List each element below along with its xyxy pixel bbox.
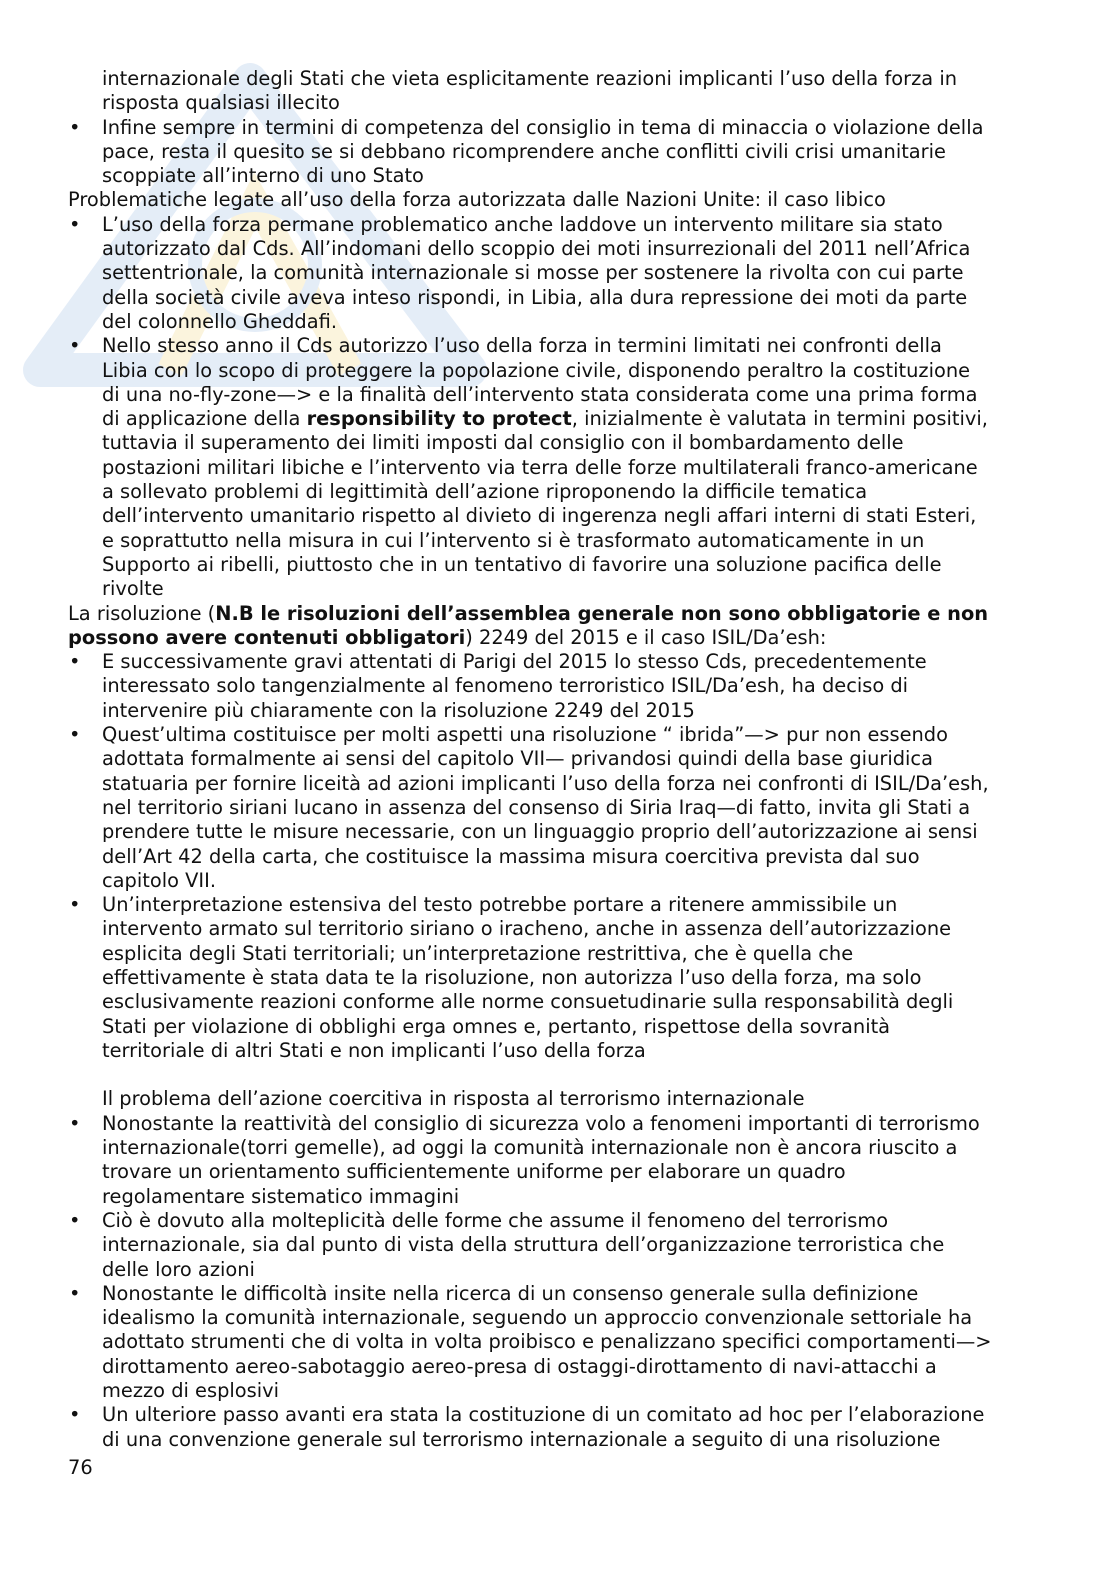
bullet-item: • Un’interpretazione estensiva del testo potrebbe portare a ritenere ammissibile un intervento armato sul territorio siriano o iracheno, anche in assenza dell’autorizzazione esplicita degli Stati territoriali; un’interpretazione restrittiva, che è quella che effettivamente è stata data te la risoluzione, non autorizza l’uso della forza, ma solo esclusivamente reazioni conforme alle norme consuetudinarie sulla responsabilità degli Stati per violazione di obblighi erga omnes e, pertanto, rispettose della sovranità territoriale di altri Stati e non implicanti l’uso della forza [69, 893, 954, 1062]
bullet-icon: • [69, 115, 81, 139]
bullet-item: • Ciò è dovuto alla molteplicità delle forme che assume il fenomeno del terrorismo internazionale, sia dal punto di vista della struttura dell’organizzazione terroristica che delle loro azioni [69, 1208, 945, 1281]
page-number: 76 [68, 1456, 93, 1479]
paragraph-continuation: internazionale degli Stati che vieta esplicitamente reazioni implicanti l’uso della forza in [102, 67, 958, 90]
bullet-item: • Quest’ultima costituisce per molti aspetti una risoluzione “ ibrida”—> pur non essendo adottata formalmente ai sensi del capitolo VII— privandosi quindi della base giuridica statuaria per fornire liceità ad azioni implicanti l’uso della forza nei confronti di ISIL/Da’esh, nel territorio siriani lucano in assenza del consenso di Siria Iraq—di fatto, invita gli Stati a prendere tutte le misure necessarie, con un linguaggio proprio dell’autorizzazione ai sensi dell’Art 42 della carta, che costituisce la massima misura coercitiva prevista dal suo capitolo VII. [69, 723, 989, 892]
bullet-icon: • [69, 334, 81, 358]
section-heading: La risoluzione (N.B le risoluzioni dell’assemblea generale non sono obbligatorie e non possono avere contenuti obbligatori) 2249 del 2015 e il caso ISIL/Da’esh: [68, 601, 989, 649]
paragraph-continuation: risposta qualsiasi illecito [102, 91, 340, 115]
emphasis-text: responsibility to protect [306, 407, 572, 431]
bullet-icon: • [69, 1403, 81, 1427]
bullet-icon: • [69, 1281, 81, 1305]
bullet-icon: • [69, 212, 81, 236]
bullet-item: • Infine sempre in termini di competenza del consiglio in tema di minaccia o violazione della pace, resta il quesito se si debbano ricomprendere anche conflitti civili crisi umanitarie scoppiate all’interno di uno Stato [69, 115, 984, 188]
bullet-icon: • [69, 650, 81, 674]
emphasis-text: possono avere contenuti obbligatori [68, 625, 466, 649]
bullet-icon: • [69, 1111, 81, 1135]
emphasis-text: N.B le risoluzioni dell’assemblea generale non sono obbligatorie e non [215, 601, 989, 625]
bullet-item: • Nonostante le difficoltà insite nella ricerca di un consenso generale sulla definizione idealismo la comunità internazionale, seguendo un approccio convenzionale settoriale ha adottato strumenti che di volta in volta proibisco e penalizzano specifici comportamenti—> dirottamento aereo-sabotaggio aereo-presa di ostaggi-dirottamento di navi-attacchi a mezzo di esplosivi [69, 1281, 992, 1403]
bullet-item: • Un ulteriore passo avanti era stata la costituzione di un comitato ad hoc per l’elaborazione di una convenzione generale sul terrorismo internazionale a seguito di una risoluzione [69, 1403, 985, 1451]
page-body [68, 67, 1058, 1452]
bullet-item: • Nello stesso anno il Cds autorizzo l’uso della forza in termini limitati nei confronti della Libia con lo scopo di proteggere la popolazione civile, disponendo peraltro la costituzione di una no-fly-zone—> e la finalità dell’intervento stata considerata come una prima forma di applicazione della responsibility to protect, inizialmente è valutata in termini positivi, tuttavia il superamento dei limiti imposti dal consiglio con il bombardamento delle postazioni militari libiche e l’intervento via terra delle forze multilaterali franco-americane a sollevato problemi di legittimità dell’azione riproponendo la difficile tematica dell’intervento umanitario rispetto al divieto di ingerenza negli affari interni di stati Esteri, e soprattutto nella misura in cui l’intervento si è trasformato automaticamente in un Supporto ai ribelli, piuttosto che in un tentativo di favorire una soluzione pacifica delle rivolte [69, 334, 988, 601]
bullet-item: • E successivamente gravi attentati di Parigi del 2015 lo stesso Cds, precedentemente interessato solo tangenzialmente al fenomeno terroristico ISIL/Da’esh, ha deciso di intervenire più chiaramente con la risoluzione 2249 del 2015 [69, 650, 927, 722]
bullet-icon: • [69, 1208, 81, 1232]
section-heading: Il problema dell’azione coercitiva in risposta al terrorismo internazionale [102, 1087, 805, 1111]
bullet-icon: • [69, 723, 81, 747]
bullet-item: • Nonostante la reattività del consiglio di sicurezza volo a fenomeni importanti di terrorismo internazionale(torri gemelle), ad oggi la comunità internazionale non è ancora riuscito a trovare un orientamento sufficientemente uniforme per elaborare un quadro regolamentare sistematico immagini [69, 1111, 980, 1208]
section-heading: Problematiche legate all’uso della forza autorizzata dalle Nazioni Unite: il caso libico [68, 188, 886, 212]
bullet-item: • L’uso della forza permane problematico anche laddove un intervento militare sia stato autorizzato dal Cds. All’indomani dello scoppio dei moti insurrezionali del 2011 nell’Africa settentrionale, la comunità internazionale si mosse per sostenere la rivolta con cui parte della società civile aveva inteso rispondi, in Libia, alla dura repressione dei moti da parte del colonnello Gheddafi. [69, 212, 971, 333]
bullet-icon: • [69, 893, 81, 917]
